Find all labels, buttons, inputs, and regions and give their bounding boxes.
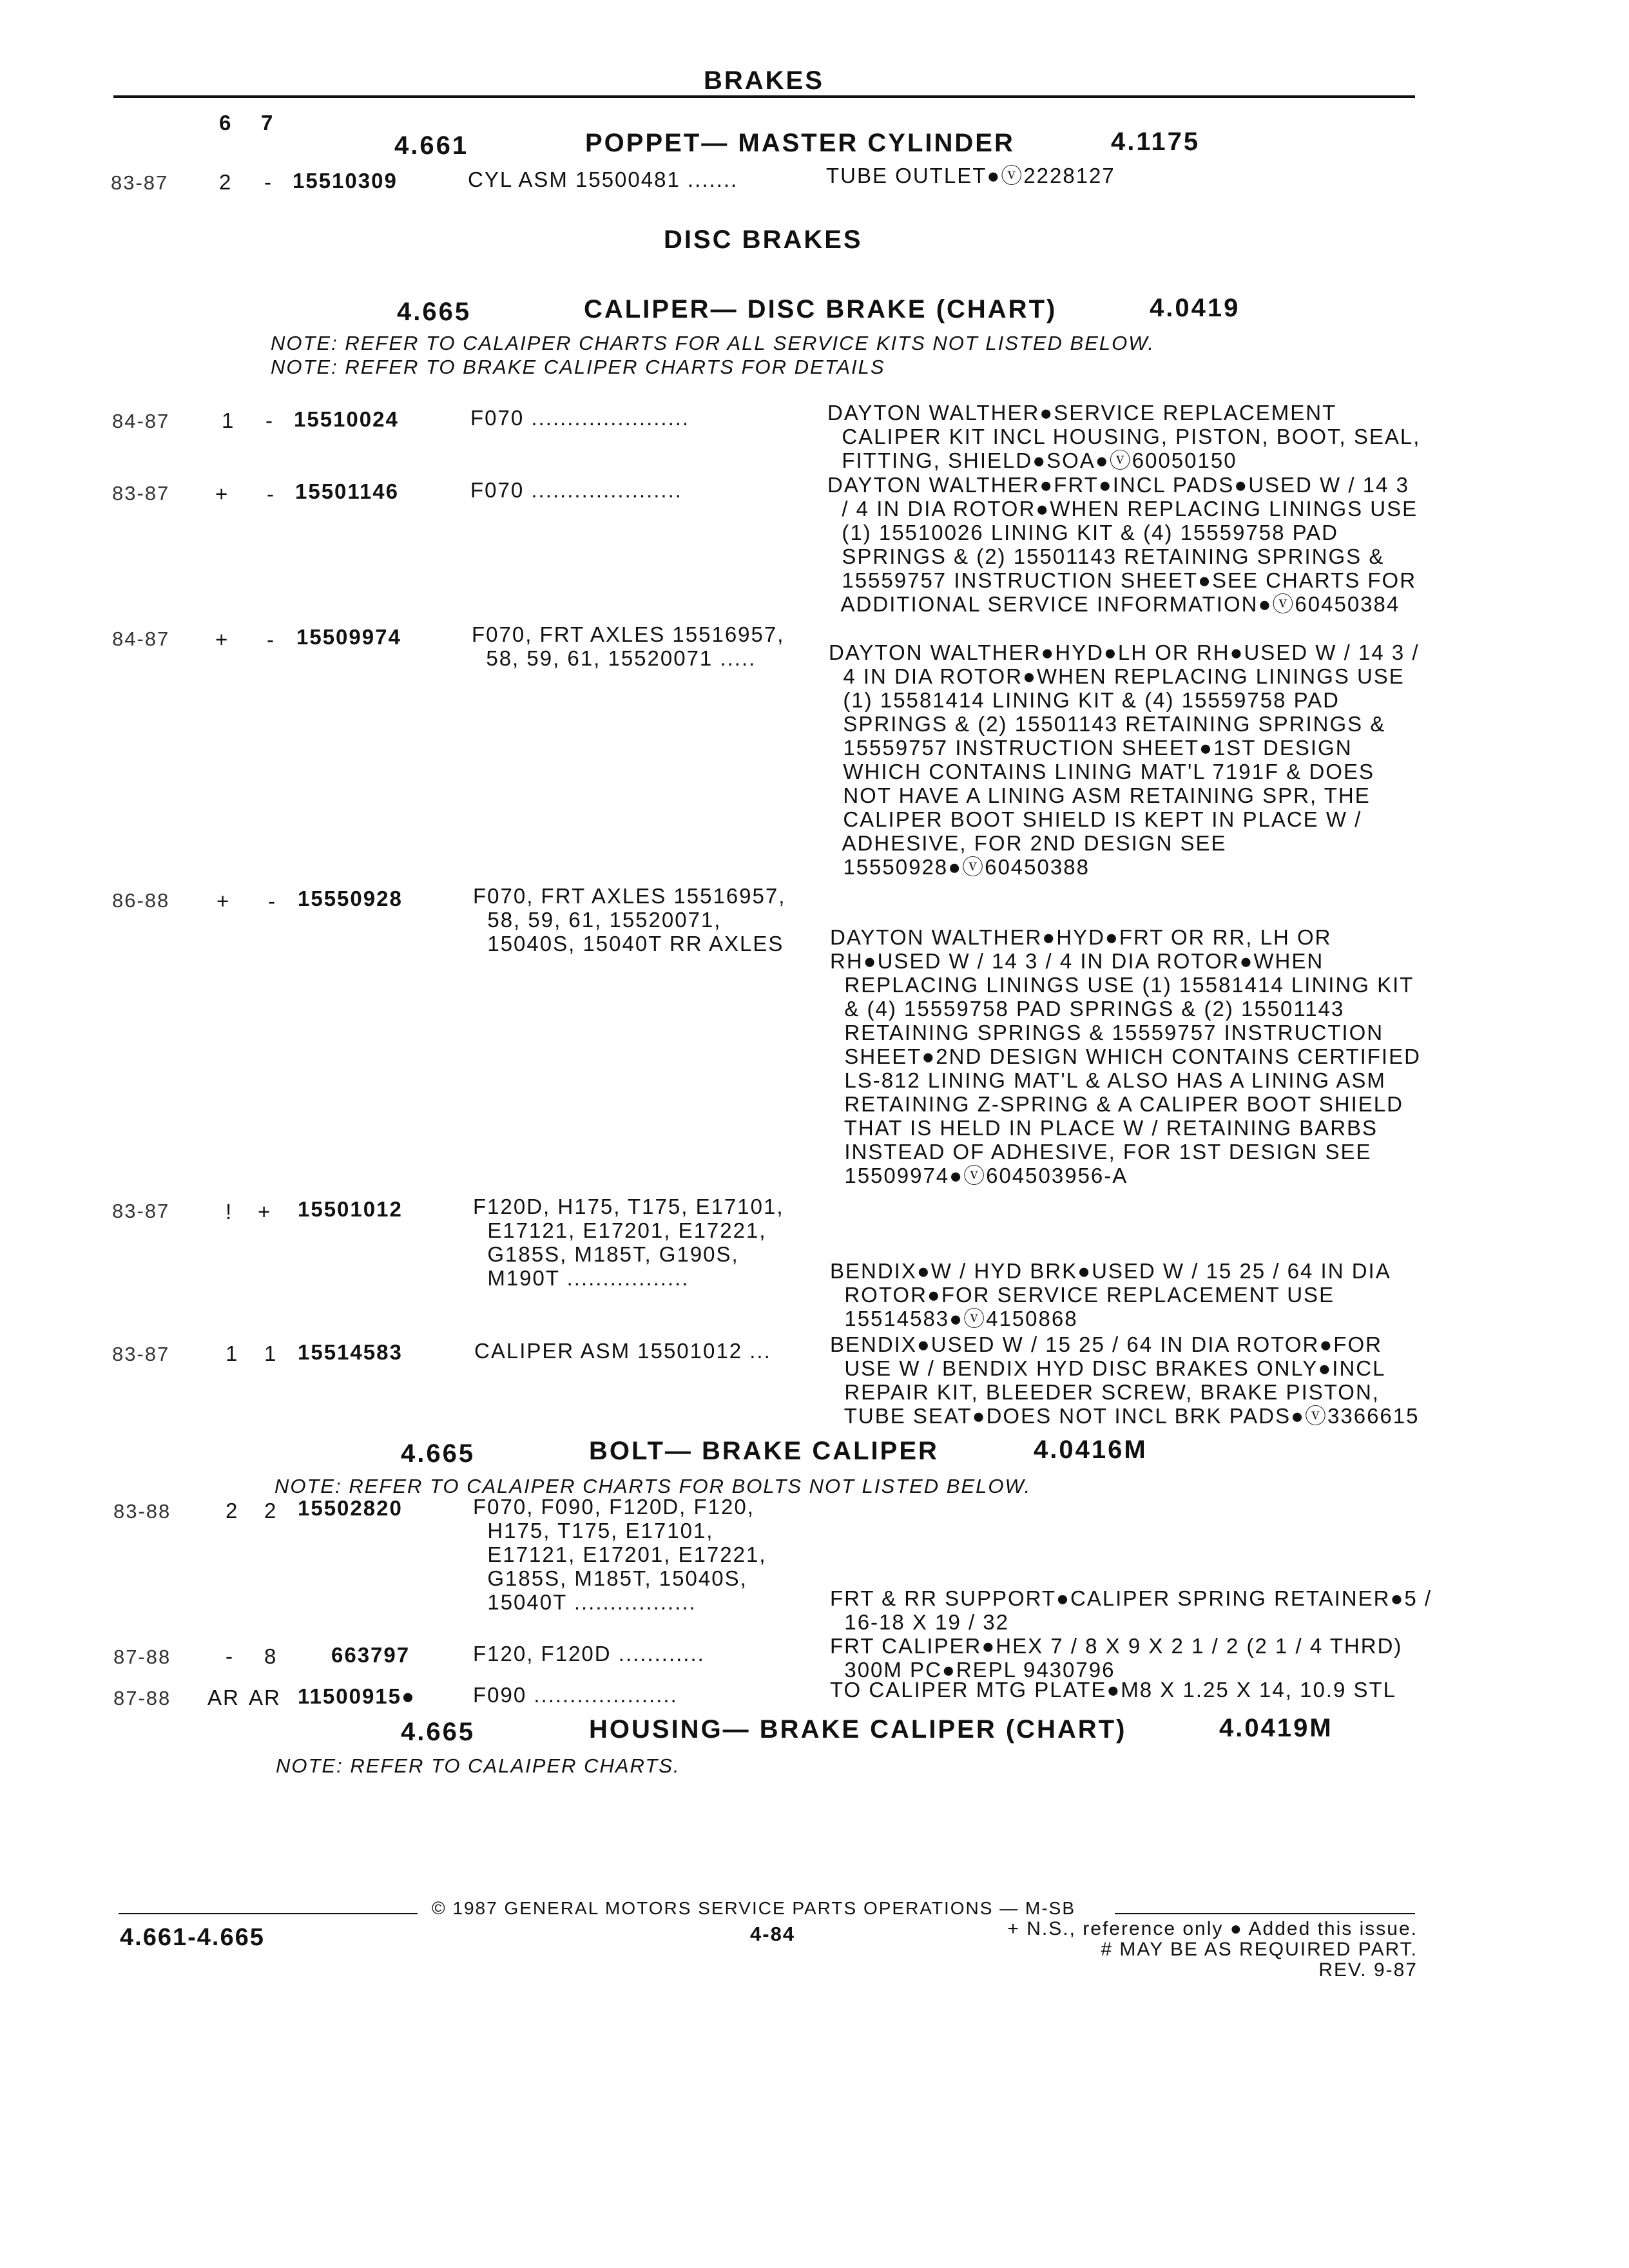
qty-col-6: + (217, 889, 231, 913)
description: DAYTON WALTHER●FRT●INCL PADS●USED W / 14 3 / 4 IN DIA ROTOR●WHEN REPLACING LININGS USE (1) 15510026 LINING KIT & (4) 15559758 PAD SPRINGS & (2) 15501143 RETAINING SPRINGS & 15559757 INSTRUCTION SHEET●SEE CHARTS FOR ADDITIONAL SERVICE INFORMATION●ⓥ60450384 (827, 473, 1418, 616)
years: 84-87 (112, 410, 170, 432)
legend (1007, 1919, 1418, 1981)
usage: CYL ASM 15500481 ....... (468, 168, 738, 191)
usage: F070 ..................... (470, 478, 682, 502)
qty-col-6: - (226, 1644, 234, 1668)
qty-col-7: + (258, 1200, 272, 1224)
copyright: © 1987 GENERAL MOTORS SERVICE PARTS OPERATIONS — M-SB (432, 1898, 1076, 1918)
qty-col-6: 1 (222, 408, 235, 432)
qty-col-7: 2 (264, 1499, 278, 1523)
part-number: 15550928 (298, 887, 403, 910)
description: BENDIX●USED W / 15 25 / 64 IN DIA ROTOR●FOR USE W / BENDIX HYD DISC BRAKES ONLY●INCL REPAIR KIT, BLEEDER SCREW, BRAKE PISTON, TUBE SEAT●DOES NOT INCL BRK PADS●ⓥ3366615 (830, 1332, 1420, 1428)
group-number: 4.665 (397, 298, 472, 326)
note: NOTE: REFER TO BRAKE CALIPER CHARTS FOR DETAILS (271, 356, 885, 378)
part-number: 15502820 (298, 1496, 403, 1520)
group-code: 4.1175 (1111, 128, 1200, 156)
group-number: 4.661 (394, 131, 469, 160)
page-title: BRAKES (704, 66, 824, 95)
part-number: 663797 (331, 1643, 410, 1667)
legend-reference: + N.S., reference only ● Added this issue. (1007, 1918, 1418, 1939)
revision: REV. 9-87 (1318, 1959, 1418, 1981)
page-range: 4.661-4.665 (120, 1924, 265, 1951)
years: 83-87 (112, 482, 170, 505)
usage: F070 ...................... (470, 406, 690, 430)
part-number: 11500915● (298, 1684, 416, 1708)
group-code: 4.0419M (1219, 1714, 1333, 1742)
column-number-7: 7 (261, 111, 275, 135)
qty-col-6: ! (226, 1200, 233, 1224)
part-number: 15509974 (296, 625, 401, 649)
group-name: HOUSING— BRAKE CALIPER (CHART) (589, 1715, 1127, 1744)
qty-col-7: - (264, 170, 273, 194)
group-name: CALIPER— DISC BRAKE (CHART) (584, 295, 1057, 323)
part-number: 15510024 (294, 407, 399, 431)
group-name: BOLT— BRAKE CALIPER (589, 1437, 939, 1465)
note: NOTE: REFER TO CALAIPER CHARTS FOR ALL SERVICE KITS NOT LISTED BELOW. (271, 332, 1155, 354)
qty-col-7: - (267, 482, 275, 506)
description: TUBE OUTLET●ⓥ2228127 (826, 164, 1115, 187)
usage: F070, FRT AXLES 15516957, 58, 59, 61, 15520071 ..... (472, 622, 785, 670)
description: FRT & RR SUPPORT●CALIPER SPRING RETAINER●5 / 16-18 X 19 / 32 (830, 1586, 1432, 1634)
usage: F120D, H175, T175, E17101, E17121, E17201, E17221, G185S, M185T, G190S, M190T ................. (473, 1195, 784, 1290)
page-number: 4-84 (750, 1923, 796, 1945)
usage: F120, F120D ............ (473, 1642, 705, 1666)
description: TO CALIPER MTG PLATE●M8 X 1.25 X 14, 10.9 STL (830, 1678, 1397, 1702)
usage: CALIPER ASM 15501012 ... (474, 1339, 771, 1363)
years: 83-87 (112, 1343, 170, 1365)
note: NOTE: REFER TO CALAIPER CHARTS. (276, 1754, 680, 1777)
group-code: 4.0416M (1034, 1436, 1148, 1464)
qty-col-7: - (267, 628, 275, 651)
footer-rule-left (119, 1913, 418, 1914)
part-number: 15501012 (298, 1197, 403, 1221)
qty-col-7: - (265, 408, 274, 432)
description: FRT CALIPER●HEX 7 / 8 X 9 X 2 1 / 2 (2 1 / 4 THRD) 300M PC●REPL 9430796 (830, 1634, 1403, 1682)
qty-col-7: - (268, 889, 276, 913)
qty-col-6: + (215, 628, 229, 651)
footer-rule-right (1115, 1913, 1415, 1914)
column-number-6: 6 (219, 111, 233, 135)
qty-col-6: 2 (226, 1499, 239, 1523)
years: 87-88 (113, 1646, 171, 1668)
disc-brakes-title: DISC BRAKES (664, 226, 863, 254)
note: NOTE: REFER TO CALAIPER CHARTS FOR BOLTS NOT LISTED BELOW. (275, 1475, 1032, 1497)
usage: F070, F090, F120D, F120, H175, T175, E17101, E17121, E17201, E17221, G185S, M185T, 15040S, 15040T ................. (473, 1495, 767, 1614)
part-number: 15501146 (295, 479, 400, 503)
years: 83-87 (112, 1200, 170, 1222)
qty-col-7: 1 (264, 1341, 278, 1365)
part-number: 15510309 (293, 169, 398, 193)
years: 83-87 (111, 171, 169, 194)
group-number: 4.665 (401, 1439, 476, 1468)
part-number: 15514583 (298, 1340, 403, 1364)
group-name: POPPET— MASTER CYLINDER (585, 129, 1015, 157)
header-rule (113, 95, 1415, 98)
qty-col-7: 8 (264, 1644, 278, 1668)
qty-col-6: + (215, 482, 229, 506)
description: DAYTON WALTHER●HYD●LH OR RH●USED W / 14 3 / 4 IN DIA ROTOR●WHEN REPLACING LININGS USE (1) 15581414 LINING KIT & (4) 15559758 PAD SPRINGS & (2) 15501143 RETAINING SPRINGS & 15559757 INSTRUCTION SHEET●1ST DESIGN WHICH CONTAINS LINING MAT'L 7191F & DOES NOT HAVE A LINING ASM RETAINING SPR, THE CALIPER BOOT SHIELD IS KEPT IN PLACE W / ADHESIVE, FOR 2ND DESIGN SEE 15550928●ⓥ60450388 (829, 640, 1420, 879)
qty-col-7: AR (249, 1686, 281, 1709)
qty-col-6: 1 (226, 1341, 239, 1365)
group-code: 4.0419 (1150, 294, 1240, 322)
years: 86-88 (112, 889, 170, 912)
qty-col-6: AR (207, 1686, 240, 1709)
group-number: 4.665 (401, 1718, 476, 1746)
legend-as-required: # MAY BE AS REQUIRED PART. (1101, 1939, 1418, 1960)
years: 87-88 (113, 1687, 171, 1709)
description: DAYTON WALTHER●HYD●FRT OR RR, LH OR RH●USED W / 14 3 / 4 IN DIA ROTOR●WHEN REPLACING LININGS USE (1) 15581414 LINING KIT & (4) 15559758 PAD SPRINGS & (2) 15501143 RETAINING SPRINGS & 15559757 INSTRUCTION SHEET●2ND DESIGN WHICH CONTAINS CERTIFIED LS-812 LINING MAT'L & ALSO HAS A LINING ASM RETAINING Z-SPRING & A CALIPER BOOT SHIELD THAT IS HELD IN PLACE W / RETAINING BARBS INSTEAD OF ADHESIVE, FOR 1ST DESIGN SEE 15509974●ⓥ604503956-A (830, 925, 1421, 1187)
qty-col-6: 2 (219, 170, 233, 194)
description: BENDIX●W / HYD BRK●USED W / 15 25 / 64 IN DIA ROTOR●FOR SERVICE REPLACEMENT USE 15514583●ⓥ4150868 (830, 1259, 1391, 1331)
usage: F070, FRT AXLES 15516957, 58, 59, 61, 15520071, 15040S, 15040T RR AXLES (473, 884, 786, 956)
years: 83-88 (113, 1500, 171, 1523)
description: DAYTON WALTHER●SERVICE REPLACEMENT CALIPER KIT INCL HOUSING, PISTON, BOOT, SEAL, FITTING, SHIELD●SOA●ⓥ60050150 (827, 401, 1421, 472)
usage: F090 .................... (473, 1683, 678, 1707)
years: 84-87 (112, 628, 170, 650)
